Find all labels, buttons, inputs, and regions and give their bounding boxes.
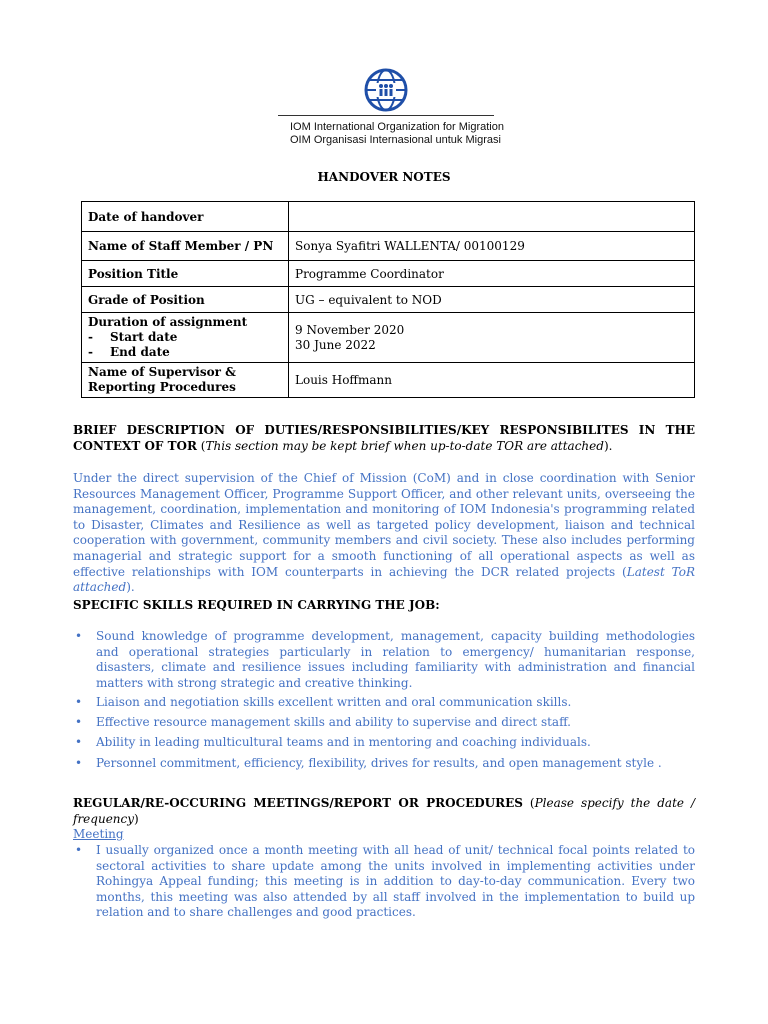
page-title: HANDOVER NOTES bbox=[317, 170, 451, 184]
logo-divider bbox=[278, 115, 494, 116]
bullet-icon: • bbox=[75, 695, 83, 710]
skill-text: Effective resource management skills and ability to supervise and direct staff. bbox=[96, 714, 571, 729]
supervisor-value: Louis Hoffmann bbox=[289, 363, 695, 398]
skill-text: Sound knowledge of programme development, management, capacity building methodologies and operational strategies particularly in relation to emergency/ humanitarian response, disasters, climate and resilience issues including familiarity with administration and financial matters with strong strategic and creative thinking. bbox=[96, 629, 695, 690]
bullet-icon: • bbox=[75, 756, 83, 771]
end-date-label: End date bbox=[110, 345, 170, 359]
skill-text: Personnel commitment, efficiency, flexibility, drives for results, and open management style . bbox=[96, 756, 662, 771]
meeting-text: I usually organized once a month meeting with all head of unit/ technical focal points related to sectoral activities to share update among the units involved in implementing activities under Rohingya Appeal funding; this meeting is in addition to day-to-day communication. Every two months, this meeting was also attended by all staff involved in the implementation to build up relation and to share challenges and good practices. bbox=[96, 843, 695, 920]
bullet-icon: • bbox=[75, 714, 83, 729]
meetings-note-open: ( bbox=[522, 796, 535, 810]
grade-label: Grade of Position bbox=[82, 287, 289, 313]
meetings-heading-paragraph bbox=[73, 796, 695, 827]
duties-heading-paragraph bbox=[73, 423, 695, 454]
duration-cell bbox=[82, 313, 289, 363]
list-item bbox=[73, 843, 695, 921]
meetings-list bbox=[73, 843, 695, 921]
duties-body bbox=[73, 471, 695, 596]
org-name-en: IOM International Organization for Migration bbox=[290, 121, 504, 133]
duration-values bbox=[289, 313, 695, 363]
duration-label: Duration of assignment bbox=[88, 315, 248, 329]
meetings-note-close: ) bbox=[134, 811, 139, 826]
list-item bbox=[73, 756, 695, 772]
bullet-icon: • bbox=[75, 734, 83, 749]
list-item bbox=[73, 695, 695, 711]
iom-globe-logo-icon bbox=[362, 66, 410, 112]
duties-body-text: Under the direct supervision of the Chief of Mission (CoM) and in close coordination with Senior Resources Management Officer, Programme Support Officer, and other relevant units, overseeing the management, coordination, implementation and monitoring of IOM Indonesia's programming related to Disaster, Climates and Resilience as well as targeted policy development, liaison and technical cooperation with government, community members and civil society. These also includes performing managerial and strategic support for a smooth functioning of all operational aspects as well as effective relationships with IOM counterparts in achieving the DCR related projects ( bbox=[73, 471, 695, 579]
position-value: Programme Coordinator bbox=[289, 261, 695, 287]
table-row bbox=[82, 313, 695, 363]
staff-name-value: Sonya Syafitri WALLENTA/ 00100129 bbox=[289, 232, 695, 261]
duties-heading: BRIEF DESCRIPTION OF DUTIES/RESPONSIBILITIES/KEY RESPONSIBILITES IN THE CONTEXT OF TOR bbox=[73, 423, 695, 453]
skill-text: Liaison and negotiation skills excellent written and oral communication skills. bbox=[96, 695, 572, 710]
handover-table bbox=[81, 201, 695, 398]
start-date-label: Start date bbox=[110, 330, 178, 344]
bullet-icon: • bbox=[75, 629, 83, 643]
meeting-subheading: Meeting bbox=[73, 827, 124, 841]
table-row bbox=[82, 287, 695, 313]
date-label: Date of handover bbox=[82, 202, 289, 232]
skills-list bbox=[73, 629, 695, 772]
start-date-value: 9 November 2020 bbox=[295, 322, 405, 337]
skills-heading: SPECIFIC SKILLS REQUIRED IN CARRYING THE JOB: bbox=[73, 598, 440, 612]
duties-note: This section may be kept brief when up-to-date TOR are attached bbox=[205, 438, 604, 453]
date-value bbox=[289, 202, 695, 232]
grade-value: UG – equivalent to NOD bbox=[289, 287, 695, 313]
staff-name-label: Name of Staff Member / PN bbox=[82, 232, 289, 261]
list-item bbox=[73, 629, 695, 691]
list-item bbox=[73, 735, 695, 751]
skill-text: Ability in leading multicultural teams and in mentoring and coaching individuals. bbox=[96, 734, 591, 749]
duties-body-italic: Latest ToR attached bbox=[73, 564, 695, 595]
iom-logo bbox=[278, 66, 504, 150]
duties-note-open: ( bbox=[196, 438, 206, 453]
end-date-value: 30 June 2022 bbox=[295, 337, 376, 352]
meetings-note: Please specify the date / frequency bbox=[73, 796, 695, 826]
start-date-label-row: - Start date bbox=[88, 330, 178, 344]
bullet-icon: • bbox=[75, 843, 83, 857]
meetings-heading: REGULAR/RE-OCCURING MEETINGS/REPORT OR PROCEDURES bbox=[73, 796, 523, 810]
duties-body-end: ). bbox=[126, 580, 135, 595]
position-label: Position Title bbox=[82, 261, 289, 287]
table-row bbox=[82, 261, 695, 287]
table-row bbox=[82, 202, 695, 232]
table-row bbox=[82, 232, 695, 261]
duties-note-close: ). bbox=[603, 438, 613, 453]
org-name-id: OIM Organisasi Internasional untuk Migrasi bbox=[290, 134, 501, 146]
list-item bbox=[73, 715, 695, 731]
supervisor-label: Name of Supervisor & Reporting Procedures bbox=[82, 363, 289, 398]
end-date-label-row: - End date bbox=[88, 345, 170, 359]
table-row bbox=[82, 363, 695, 398]
